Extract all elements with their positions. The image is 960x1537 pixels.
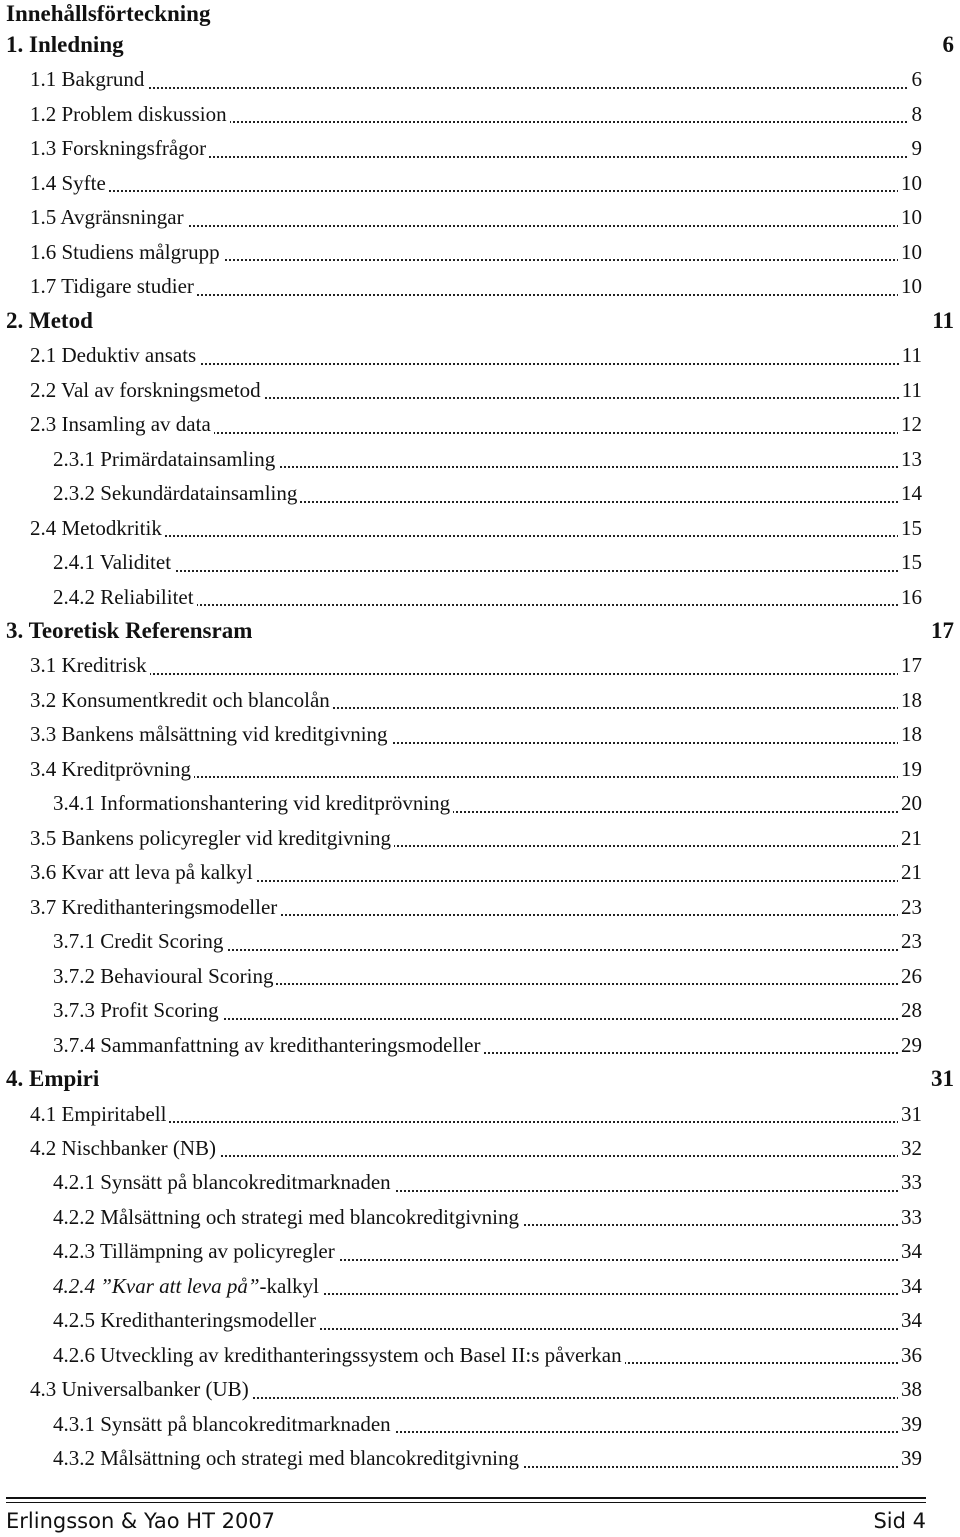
toc-entry[interactable] xyxy=(0,407,960,441)
toc-entry[interactable] xyxy=(0,1097,960,1131)
toc-entry-label: 4.2 Nischbanker (NB) xyxy=(30,1136,219,1160)
toc-entry-page: 10 xyxy=(898,240,922,264)
toc-entry[interactable] xyxy=(0,1338,960,1372)
toc-entry-label: 3. Teoretisk Referensram xyxy=(6,619,255,643)
toc-entry-label: 2.1 Deduktiv ansats xyxy=(30,343,199,367)
toc-entry-page: 23 xyxy=(898,929,922,953)
toc-entry-page: 11 xyxy=(929,309,954,333)
toc-entry-label: 1.7 Tidigare studier xyxy=(30,274,197,298)
toc-entry[interactable] xyxy=(0,1303,960,1337)
toc-entry-page: 16 xyxy=(898,585,922,609)
toc-entry-page: 34 xyxy=(898,1308,922,1332)
toc-entry-page: 6 xyxy=(940,33,955,57)
toc-entry-label: 1.5 Avgränsningar xyxy=(30,205,187,229)
toc-entry[interactable] xyxy=(0,1028,960,1062)
toc-entry[interactable] xyxy=(0,97,960,131)
toc-entry-page: 32 xyxy=(898,1136,922,1160)
toc-entry-page: 15 xyxy=(898,550,922,574)
toc-entry-page: 9 xyxy=(909,136,923,160)
toc-entry[interactable] xyxy=(0,1269,960,1303)
toc-entry-label: 2.3.1 Primärdatainsamling xyxy=(53,447,278,471)
toc-entry-page: 19 xyxy=(898,757,922,781)
toc-entry-page: 28 xyxy=(898,998,922,1022)
toc-entry-page: 18 xyxy=(898,722,922,746)
toc-entry-label: 4.3.1 Synsätt på blancokreditmarknaden xyxy=(53,1412,394,1436)
toc-entry[interactable] xyxy=(0,62,960,96)
toc-entry-page: 34 xyxy=(898,1274,922,1298)
toc-entry-label: 3.4.1 Informationshantering vid kreditprövning xyxy=(53,791,453,815)
toc-entry-page: 13 xyxy=(898,447,922,471)
toc-entry-page: 14 xyxy=(898,481,922,505)
toc-entry-page: 26 xyxy=(898,964,922,988)
toc-entry-page: 31 xyxy=(928,1067,954,1091)
toc-entry[interactable] xyxy=(0,855,960,889)
toc-entry-page: 20 xyxy=(898,791,922,815)
page-footer xyxy=(6,1508,926,1534)
toc-entry-label: 3.7.3 Profit Scoring xyxy=(53,998,222,1022)
toc-chapter-entry[interactable] xyxy=(0,304,960,338)
toc-entry[interactable] xyxy=(0,200,960,234)
toc-entry-page: 33 xyxy=(898,1170,922,1194)
toc-entry-label: 4. Empiri xyxy=(6,1067,102,1091)
toc-entry[interactable] xyxy=(0,821,960,855)
toc-entry-page: 17 xyxy=(898,653,922,677)
toc-entry-page: 39 xyxy=(898,1412,922,1436)
toc-entry-page: 36 xyxy=(898,1343,922,1367)
toc-entry-page: 10 xyxy=(898,274,922,298)
toc-entry-label: 3.6 Kvar att leva på kalkyl xyxy=(30,860,256,884)
toc-entry-label: 2.4 Metodkritik xyxy=(30,516,165,540)
toc-entry-label: 3.7 Kredithanteringsmodeller xyxy=(30,895,280,919)
toc-entry-label xyxy=(53,1274,322,1298)
toc-entry-page: 21 xyxy=(898,826,922,850)
toc-entry[interactable] xyxy=(0,545,960,579)
toc-entry[interactable] xyxy=(0,131,960,165)
toc-entry[interactable] xyxy=(0,648,960,682)
toc-entry[interactable] xyxy=(0,166,960,200)
toc-entry-label: 4.2.5 Kredithanteringsmodeller xyxy=(53,1308,319,1332)
toc-entry[interactable] xyxy=(0,442,960,476)
toc-entry-label: 1. Inledning xyxy=(6,33,127,57)
toc-entry-label: 2. Metod xyxy=(6,309,96,333)
toc-entry[interactable] xyxy=(0,924,960,958)
toc-entry-page: 39 xyxy=(898,1446,922,1470)
toc-entry-label: 3.7.1 Credit Scoring xyxy=(53,929,226,953)
toc-entry-label: 1.4 Syfte xyxy=(30,171,109,195)
toc-entry-label: 1.1 Bakgrund xyxy=(30,67,147,91)
footer-rule xyxy=(6,1497,926,1499)
footer-authors: Erlingsson & Yao HT 2007 xyxy=(6,1509,276,1533)
toc-entry-label: 2.4.2 Reliabilitet xyxy=(53,585,197,609)
toc-entry[interactable] xyxy=(0,1441,960,1475)
toc-entry-page: 23 xyxy=(898,895,922,919)
toc-entry-label: 1.3 Forskningsfrågor xyxy=(30,136,209,160)
toc-entry-label: 3.1 Kreditrisk xyxy=(30,653,150,677)
toc-entry-page: 34 xyxy=(898,1239,922,1263)
toc-entry-page: 21 xyxy=(898,860,922,884)
toc-entry[interactable] xyxy=(0,511,960,545)
toc-chapter-entry[interactable] xyxy=(0,614,960,648)
toc-entry-label: 4.2.3 Tillämpning av policyregler xyxy=(53,1239,338,1263)
toc-entry-label: 3.2 Konsumentkredit och blancolån xyxy=(30,688,333,712)
toc-entry[interactable] xyxy=(0,1234,960,1268)
toc-entry[interactable] xyxy=(0,476,960,510)
toc-entry[interactable] xyxy=(0,235,960,269)
toc-entry-label: 3.5 Bankens policyregler vid kreditgivning xyxy=(30,826,394,850)
toc-entry-page: 6 xyxy=(909,67,923,91)
toc-entry[interactable] xyxy=(0,1407,960,1441)
toc-entry[interactable] xyxy=(0,993,960,1027)
toc-entry-page: 15 xyxy=(898,516,922,540)
toc-entry-label-rest: -kalkyl xyxy=(259,1273,319,1298)
toc-entry-page: 11 xyxy=(899,343,922,367)
toc-entry[interactable] xyxy=(0,959,960,993)
toc-entry-page: 11 xyxy=(899,378,922,402)
toc-entry-page: 29 xyxy=(898,1033,922,1057)
toc-entry-label: 3.4 Kreditprövning xyxy=(30,757,194,781)
toc-entry[interactable] xyxy=(0,717,960,751)
toc-entry-label: 2.3.2 Sekundärdatainsamling xyxy=(53,481,300,505)
toc-entry-label: 4.1 Empiritabell xyxy=(30,1102,169,1126)
toc-entry-label: 3.7.2 Behavioural Scoring xyxy=(53,964,276,988)
toc-entry-label: 3.3 Bankens målsättning vid kreditgivning xyxy=(30,722,391,746)
toc-entry-label: 4.2.2 Målsättning och strategi med blancokreditgivning xyxy=(53,1205,522,1229)
toc-entry-label: 2.4.1 Validitet xyxy=(53,550,174,574)
footer-rule xyxy=(6,1502,926,1503)
dot-leader xyxy=(30,87,922,89)
toc-entry[interactable] xyxy=(0,373,960,407)
footer-page-number: Sid 4 xyxy=(873,1509,926,1533)
toc-title: Innehållsförteckning xyxy=(6,1,211,26)
toc-entry-label: 4.2.6 Utveckling av kredithanteringssystem och Basel II:s påverkan xyxy=(53,1343,625,1367)
toc-entry[interactable] xyxy=(0,1200,960,1234)
toc-entry[interactable] xyxy=(0,683,960,717)
toc-entry[interactable] xyxy=(0,338,960,372)
toc-entry-label: 2.2 Val av forskningsmetod xyxy=(30,378,264,402)
dot-leader xyxy=(30,190,922,192)
toc-entry-page: 38 xyxy=(898,1377,922,1401)
toc-entry[interactable] xyxy=(0,1372,960,1406)
toc-entry-label: 4.3 Universalbanker (UB) xyxy=(30,1377,252,1401)
toc-chapter-entry[interactable] xyxy=(0,1062,960,1096)
toc-entry-page: 33 xyxy=(898,1205,922,1229)
table-of-contents xyxy=(0,28,960,1476)
toc-entry-label: 2.3 Insamling av data xyxy=(30,412,214,436)
toc-entry-label: 4.2.1 Synsätt på blancokreditmarknaden xyxy=(53,1170,394,1194)
toc-entry-label-italic: 4.2.4 ”Kvar att leva på” xyxy=(53,1273,260,1298)
toc-entry-label: 3.7.4 Sammanfattning av kredithanteringsmodeller xyxy=(53,1033,483,1057)
toc-entry[interactable] xyxy=(0,890,960,924)
toc-entry[interactable] xyxy=(0,269,960,303)
toc-entry[interactable] xyxy=(0,1131,960,1165)
toc-chapter-entry[interactable] xyxy=(0,28,960,62)
dot-leader xyxy=(53,570,922,572)
toc-entry[interactable] xyxy=(0,786,960,820)
toc-entry-page: 8 xyxy=(909,102,923,126)
toc-entry-page: 10 xyxy=(898,171,922,195)
toc-entry-page: 17 xyxy=(928,619,954,643)
toc-entry[interactable] xyxy=(0,1165,960,1199)
toc-entry[interactable] xyxy=(0,580,960,614)
toc-entry-page: 18 xyxy=(898,688,922,712)
toc-entry-label: 4.3.2 Målsättning och strategi med blancokreditgivning xyxy=(53,1446,522,1470)
toc-entry-page: 10 xyxy=(898,205,922,229)
toc-entry-label: 1.6 Studiens målgrupp xyxy=(30,240,223,264)
toc-entry-page: 12 xyxy=(898,412,922,436)
dot-leader xyxy=(30,673,922,675)
toc-entry[interactable] xyxy=(0,752,960,786)
toc-entry-label: 1.2 Problem diskussion xyxy=(30,102,230,126)
toc-entry-page: 31 xyxy=(898,1102,922,1126)
